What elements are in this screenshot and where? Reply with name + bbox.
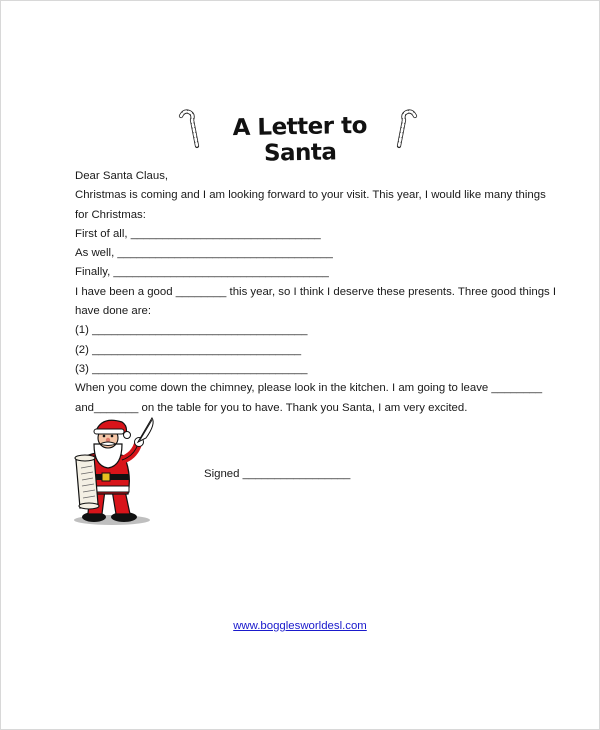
wish-finally-line: Finally, __________________________________ [75,266,329,279]
good-thing-item-1: (1) __________________________________ [75,324,308,337]
good-thing-item-2: (2) _________________________________ [75,343,302,356]
letter-body [75,167,557,418]
website-link[interactable]: www.bogglesworldesl.com [233,620,367,632]
chimney-line: When you come down the chimney, please look in the kitchen. I am going to leave ________ [75,382,543,395]
chimney-line: and_______ on the table for you to have. Thank you Santa, I am very excited. [75,401,468,414]
wish-second-line: As well, __________________________________ [75,247,333,260]
candy-cane-icon [394,108,420,150]
good-behavior-line: I have been a good ________ this year, so I think I deserve these presents. Three good things I [75,285,557,298]
good-thing-item-3: (3) __________________________________ [75,362,308,375]
title-row [0,108,600,167]
page-title: A Letter to Santa [232,112,368,167]
signature-line: Signed _________________ [204,468,351,480]
good-behavior-line: have done are: [75,305,151,318]
wish-first-line: First of all, ______________________________ [75,227,321,240]
intro-line: for Christmas: [75,208,146,221]
greeting: Dear Santa Claus, [75,170,169,182]
intro-line: Christmas is coming and I am looking forward to your visit. This year, I would like many things [75,189,546,202]
santa-claus-illustration [72,416,158,528]
candy-cane-icon [176,108,202,150]
